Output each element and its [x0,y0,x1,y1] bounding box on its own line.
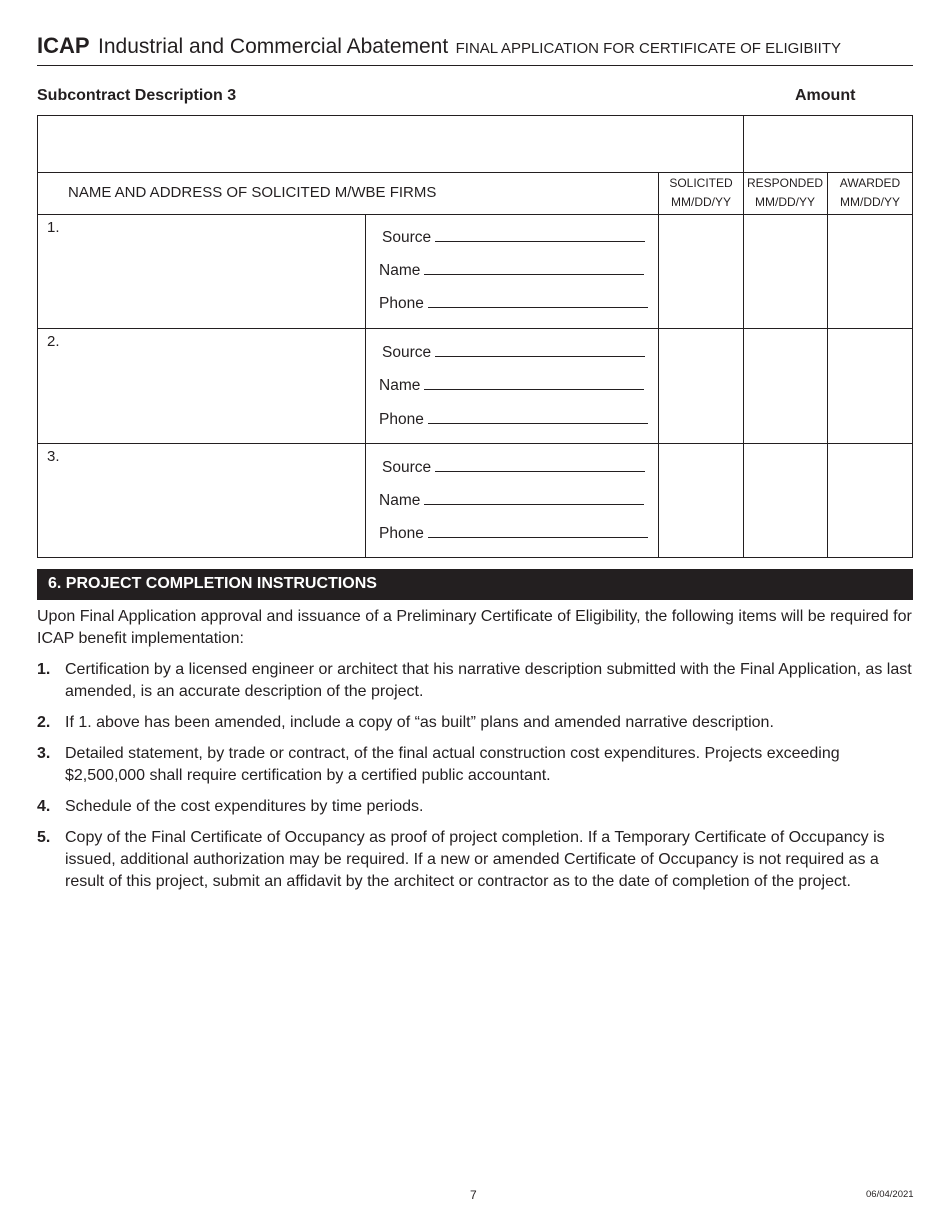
item-number: 1. [37,661,51,678]
source-field[interactable] [382,344,645,362]
list-item [37,743,913,787]
name-address-header: NAME AND ADDRESS OF SOLICITED M/WBE FIRMS [68,184,437,201]
awarded-label: AWARDED [839,176,901,190]
grid-line [365,214,366,558]
grid-line [37,443,913,444]
name-field[interactable] [379,262,644,280]
awarded-format: MM/DD/YY [840,195,900,209]
grid-line [37,328,913,329]
list-item [37,796,913,818]
header-divider [37,65,913,66]
name-label: Name [379,492,421,509]
row-number: 3. [47,448,60,465]
grid-line [743,172,744,558]
revision-date: 06/04/2021 [866,1189,914,1200]
awarded-header [828,174,912,212]
page-header [37,33,841,59]
section-heading: 6. PROJECT COMPLETION INSTRUCTIONS [37,569,913,600]
amount-field[interactable] [743,115,913,173]
mwbe-form-table [37,115,913,558]
item-text: Certification by a licensed engineer or architect that his narrative description submitted with the Final Application, as last amended, is an accurate description of the project. [65,661,912,700]
phone-field[interactable] [379,295,648,313]
item-number: 4. [37,798,51,815]
source-label: Source [382,344,432,361]
item-number: 3. [37,745,51,762]
row-number: 2. [47,333,60,350]
name-label: Name [379,377,421,394]
phone-field[interactable] [379,411,648,429]
item-text: Schedule of the cost expenditures by time periods. [65,798,424,815]
amount-label: Amount [795,87,856,104]
grid-line [827,172,828,558]
item-number: 5. [37,829,51,846]
solicited-header [659,174,743,212]
page-number: 7 [470,1188,477,1202]
brand-title: ICAP [37,33,90,58]
name-label: Name [379,262,421,279]
phone-label: Phone [379,295,424,312]
phone-label: Phone [379,525,424,542]
section-intro: Upon Final Application approval and issuance of a Preliminary Certificate of Eligibility, the following items will be required for ICAP benefit implementation: [37,608,912,647]
source-field[interactable] [382,229,645,247]
subcontract-description-field[interactable] [37,115,744,173]
phone-field[interactable] [379,525,648,543]
phone-label: Phone [379,411,424,428]
solicited-label: SOLICITED [669,176,733,190]
grid-line [658,172,659,558]
responded-format: MM/DD/YY [755,195,815,209]
responded-header [743,174,827,212]
instruction-list [37,659,913,902]
subcontract-title: Subcontract Description 3 [37,87,237,104]
grid-line [37,214,913,215]
name-field[interactable] [379,377,644,395]
list-item [37,712,913,734]
item-text: Detailed statement, by trade or contract, of the final actual construction cost expenditures. Projects exceeding $2,500,000 shall require certification by a certified public accountant. [65,745,840,784]
list-item [37,827,913,893]
item-number: 2. [37,714,51,731]
form-title: FINAL APPLICATION FOR CERTIFICATE OF ELIGIBIITY [455,40,841,57]
solicited-format: MM/DD/YY [671,195,731,209]
row-number: 1. [47,219,60,236]
name-field[interactable] [379,492,644,510]
source-label: Source [382,229,432,246]
source-label: Source [382,459,432,476]
item-text: Copy of the Final Certificate of Occupancy as proof of project completion. If a Temporary Certificate of Occupancy is issued, additional authorization may be required. If a new or amended Certificate of Occupancy is not required as a result of this project, submit an affidavit by the architect or contractor as to the date of completion of the project. [65,829,885,890]
item-text: If 1. above has been amended, include a copy of “as built” plans and amended narrative description. [65,714,774,731]
source-field[interactable] [382,459,645,477]
list-item [37,659,913,703]
responded-label: RESPONDED [746,176,823,190]
program-title: Industrial and Commercial Abatement [98,35,449,58]
